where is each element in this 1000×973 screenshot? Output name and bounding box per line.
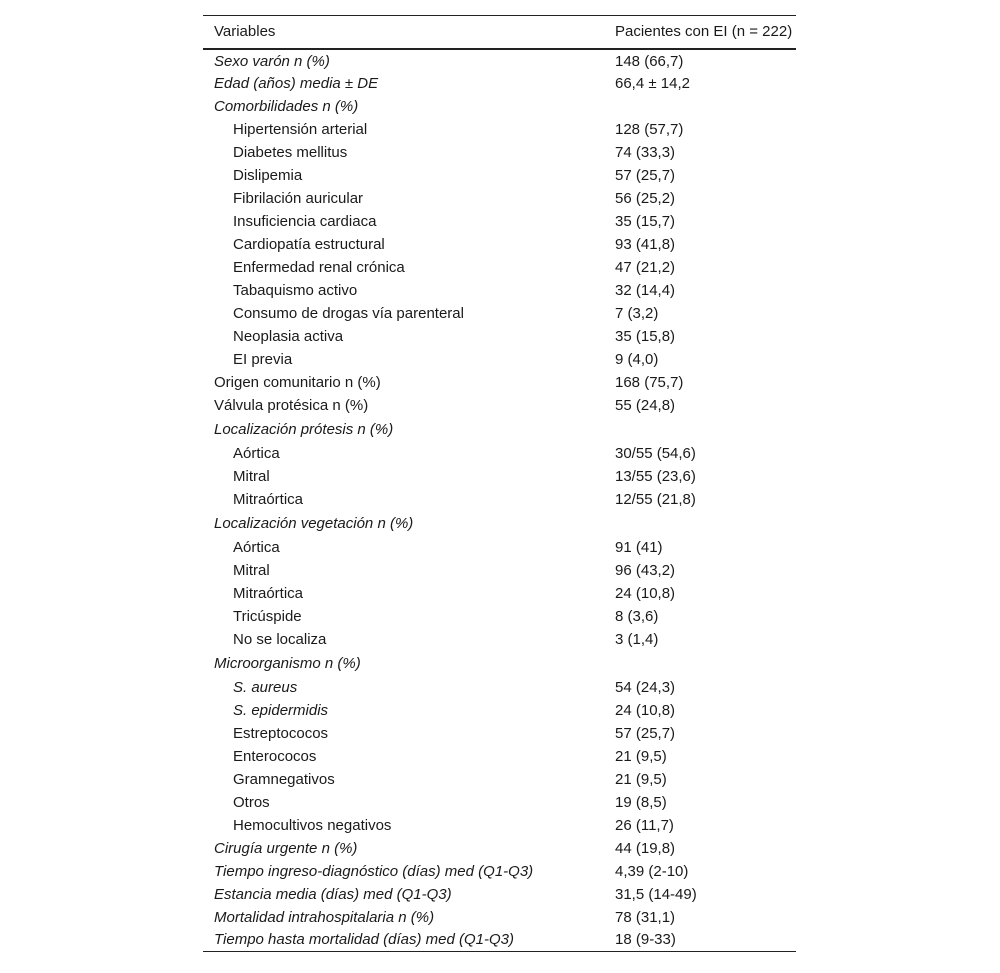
table-row	[203, 536, 796, 559]
row-label: Válvula protésica n (%)	[214, 396, 369, 414]
row-label: Fibrilación auricular	[233, 189, 364, 207]
row-value: 96 (43,2)	[615, 561, 676, 579]
row-value: 57 (25,7)	[615, 724, 676, 742]
row-label: Gramnegativos	[233, 770, 335, 788]
row-value: 18 (9-33)	[615, 929, 796, 952]
table-row	[203, 883, 796, 906]
row-label: Origen comunitario n (%)	[214, 373, 381, 391]
row-value: 26 (11,7)	[615, 816, 674, 834]
row-label: S. epidermidis	[233, 701, 329, 719]
row-value: 128 (57,7)	[615, 120, 684, 138]
row-label: Mortalidad intrahospitalaria n (%)	[214, 908, 435, 926]
table-row	[203, 722, 796, 745]
table-row	[203, 164, 796, 187]
row-label: Hemocultivos negativos	[233, 816, 392, 834]
row-value: 7 (3,2)	[615, 304, 659, 322]
row-value: 78 (31,1)	[615, 908, 676, 926]
row-label: Microorganismo n (%)	[214, 654, 361, 672]
row-value: 21 (9,5)	[615, 770, 667, 788]
row-label: Estancia media (días) med (Q1-Q3)	[214, 885, 452, 903]
row-label: Localización vegetación n (%)	[214, 514, 414, 532]
table-row	[203, 417, 796, 442]
table-row	[203, 628, 796, 651]
table-row	[203, 72, 796, 95]
row-value: 55 (24,8)	[615, 396, 676, 414]
row-label: Cirugía urgente n (%)	[214, 839, 358, 857]
table-row	[203, 837, 796, 860]
row-value: 4,39 (2-10)	[615, 862, 689, 880]
row-label: Tricúspide	[233, 607, 302, 625]
table-row	[203, 860, 796, 883]
row-value: 8 (3,6)	[615, 607, 659, 625]
row-value: 44 (19,8)	[615, 839, 676, 857]
row-value: 35 (15,8)	[615, 327, 676, 345]
row-label: No se localiza	[233, 630, 327, 648]
table-row	[203, 676, 796, 699]
table-row	[203, 187, 796, 210]
table-row	[203, 582, 796, 605]
table-body	[203, 49, 796, 952]
row-value: 148 (66,7)	[615, 53, 684, 70]
row-value: 56 (25,2)	[615, 189, 676, 207]
row-label: Cardiopatía estructural	[233, 235, 385, 253]
row-value: 93 (41,8)	[615, 235, 676, 253]
row-label: Enterococos	[233, 747, 317, 765]
table-row	[203, 210, 796, 233]
table-row	[203, 302, 796, 325]
table-row	[203, 279, 796, 302]
row-label: Mitraórtica	[233, 584, 304, 602]
table-row	[203, 233, 796, 256]
table-row	[203, 511, 796, 536]
row-value: 24 (10,8)	[615, 701, 676, 719]
row-label: Otros	[233, 793, 270, 811]
row-value: 74 (33,3)	[615, 143, 676, 161]
row-label: Aórtica	[233, 538, 280, 556]
row-label: Insuficiencia cardiaca	[233, 212, 377, 230]
row-value: 57 (25,7)	[615, 166, 676, 184]
row-label: Localización prótesis n (%)	[214, 420, 394, 438]
header-variables: Variables	[203, 16, 615, 49]
table-row	[203, 699, 796, 722]
table-row	[203, 768, 796, 791]
table-row	[203, 325, 796, 348]
row-label: Tiempo ingreso-diagnóstico (días) med (Q1-Q3)	[214, 862, 534, 880]
table-row	[203, 651, 796, 676]
row-value	[615, 417, 796, 442]
row-value: 168 (75,7)	[615, 373, 684, 391]
row-label: Hipertensión arterial	[233, 120, 368, 138]
row-value: 30/55 (54,6)	[615, 444, 696, 462]
table-row	[203, 371, 796, 394]
table-header	[203, 16, 796, 49]
row-label: S. aureus	[233, 678, 298, 696]
row-label: Mitral	[233, 467, 270, 485]
row-value: 54 (24,3)	[615, 678, 676, 696]
table-row	[203, 929, 796, 952]
row-value: 21 (9,5)	[615, 747, 667, 765]
table-row	[203, 348, 796, 371]
row-label: EI previa	[233, 350, 293, 368]
row-value: 3 (1,4)	[615, 630, 659, 648]
row-label: Mitral	[233, 561, 270, 579]
row-value: 91 (41)	[615, 538, 663, 556]
row-label: Mitraórtica	[233, 490, 304, 508]
row-label: Tabaquismo activo	[233, 281, 358, 299]
table-row	[203, 256, 796, 279]
row-value: 31,5 (14-49)	[615, 885, 697, 903]
row-label: Dislipemia	[233, 166, 303, 184]
row-label: Consumo de drogas vía parenteral	[233, 304, 464, 322]
table-row	[203, 791, 796, 814]
row-value: 35 (15,7)	[615, 212, 676, 230]
row-value	[615, 511, 796, 536]
table-row	[203, 488, 796, 511]
row-label: Tiempo hasta mortalidad (días) med (Q1-Q3)	[203, 929, 615, 952]
row-value: 9 (4,0)	[615, 350, 659, 368]
row-value: 19 (8,5)	[615, 793, 667, 811]
table-row	[203, 605, 796, 628]
row-value: 47 (21,2)	[615, 258, 676, 276]
row-label: Edad (años) media ± DE	[214, 74, 379, 92]
row-value	[615, 95, 796, 118]
row-value	[615, 651, 796, 676]
row-value: 32 (14,4)	[615, 281, 676, 299]
table-row	[203, 394, 796, 417]
table-row	[203, 559, 796, 582]
row-value: 24 (10,8)	[615, 584, 676, 602]
header-patients: Pacientes con EI (n = 222)	[615, 16, 796, 49]
row-value: 12/55 (21,8)	[615, 490, 696, 508]
row-label: Enfermedad renal crónica	[233, 258, 405, 276]
row-label: Neoplasia activa	[233, 327, 344, 345]
row-label: Estreptococos	[233, 724, 329, 742]
header-row	[203, 16, 796, 49]
table-row	[203, 814, 796, 837]
table-row	[203, 906, 796, 929]
table-row	[203, 49, 796, 72]
table-row	[203, 745, 796, 768]
row-label: Diabetes mellitus	[233, 143, 348, 161]
table-row	[203, 465, 796, 488]
row-label: Comorbilidades n (%)	[214, 97, 359, 115]
row-value: 66,4 ± 14,2	[615, 74, 690, 92]
table-row	[203, 141, 796, 164]
row-value: 13/55 (23,6)	[615, 467, 696, 485]
table-row	[203, 118, 796, 141]
patients-table	[203, 15, 796, 952]
table-row	[203, 95, 796, 118]
table-row	[203, 442, 796, 465]
row-label: Sexo varón n (%)	[214, 53, 330, 70]
row-label: Aórtica	[233, 444, 280, 462]
